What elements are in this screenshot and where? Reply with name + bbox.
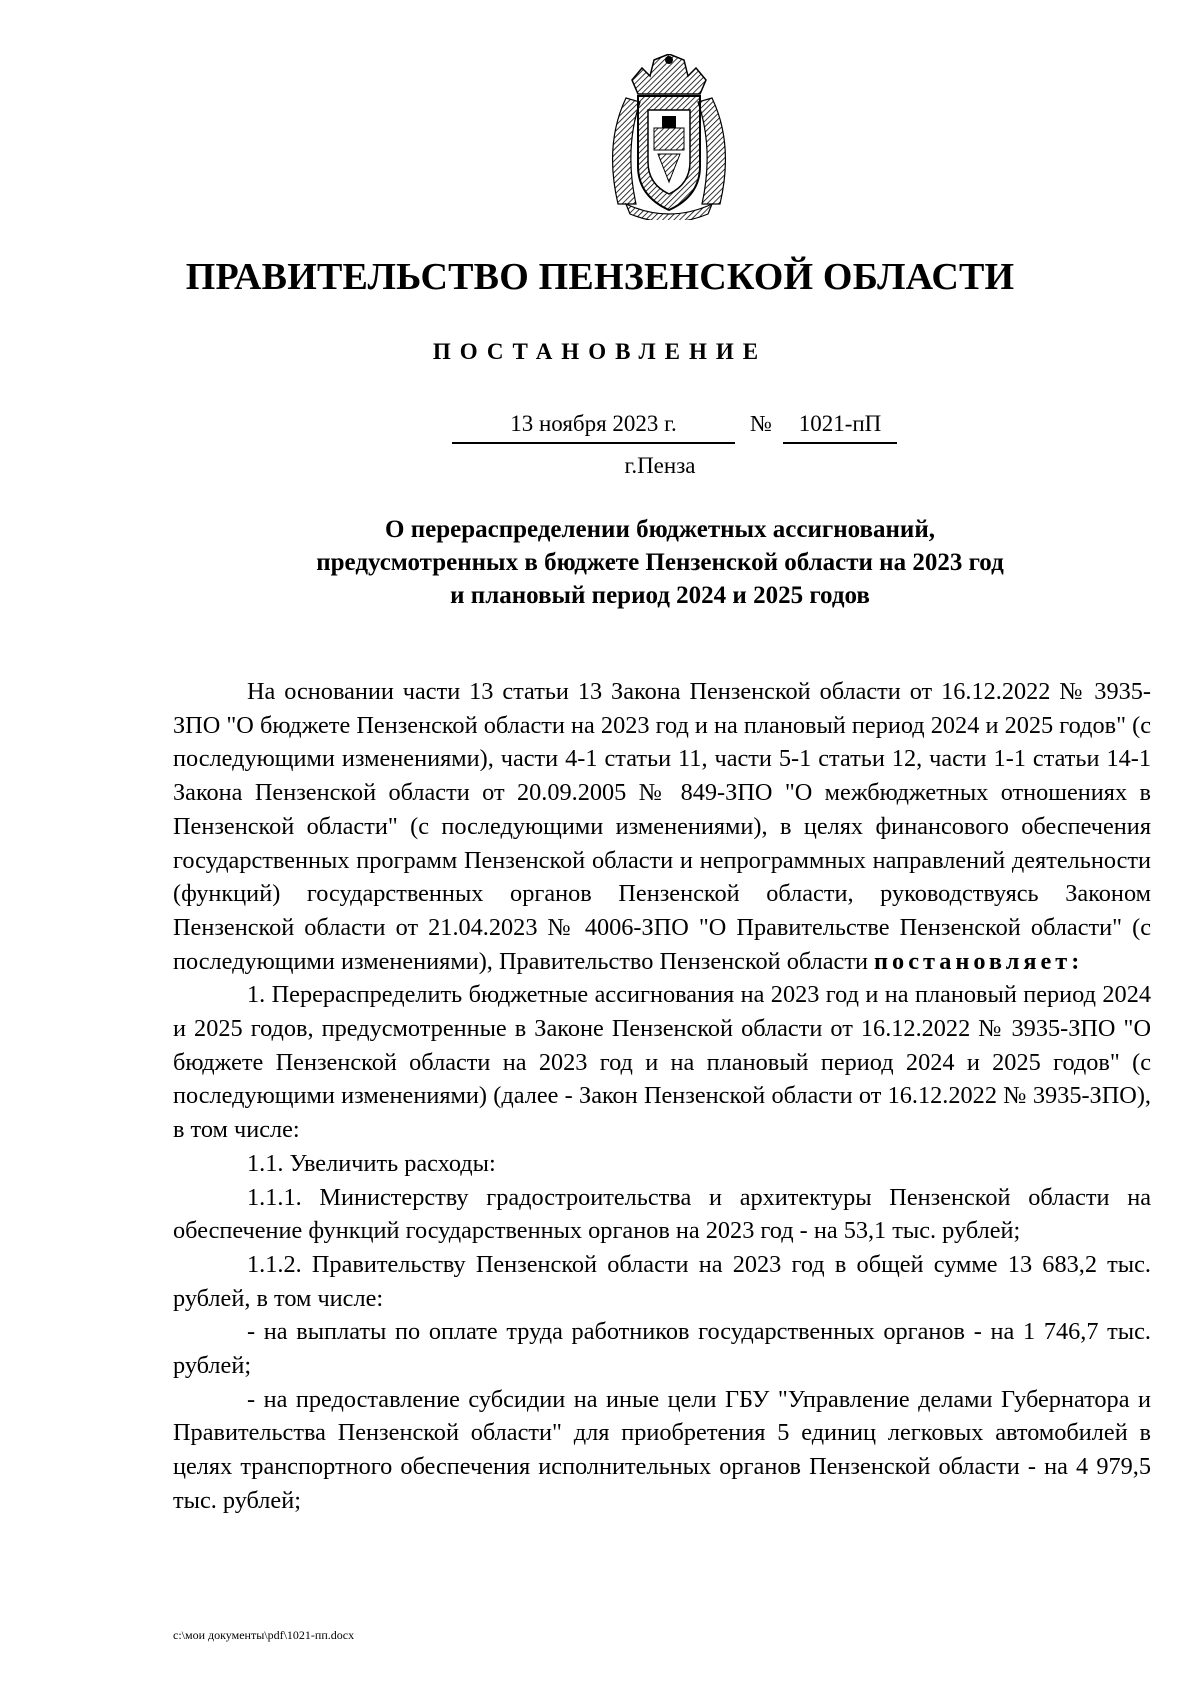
document-date: 13 ноября 2023 г. xyxy=(452,410,735,444)
preamble-text: На основании части 13 статьи 13 Закона Пензенской области от 16.12.2022 № 3935-ЗПО "О бюджете Пензенской области на 2023 год и на плановый период 2024 и 2025 годов" (с последующими изменениями), части 4-1 статьи 11, части 5-1 статьи 12, части 1-1 статьи 14-1 Закона Пензенской области от 20.09.2005 № 849-ЗПО "О межбюджетных отношениях в Пензенской области" (с последующими изменениями), в целях финансового обеспечения государственных программ Пензенской области и непрограммных направлений деятельности (функций) государственных органов Пензенской области, руководствуясь Законом Пензенской области от 21.04.2023 № 4006-ЗПО "О Правительстве Пензенской области" (с последующими изменениями), Правительство Пензенской области xyxy=(173,678,1151,975)
file-path-footer: c:\мои документы\pdf\1021-пп.docx xyxy=(173,1628,355,1642)
document-type: ПОСТАНОВЛЕНИЕ xyxy=(432,339,768,364)
subject-line: и плановый период 2024 и 2025 годов xyxy=(450,582,870,609)
subject-line: О перераспределении бюджетных ассигнований, xyxy=(385,516,935,543)
paragraph-dash-1: - на выплаты по оплате труда работников государственных органов - на 1 746,7 тыс. рублей; xyxy=(173,1318,1151,1380)
government-title: ПРАВИТЕЛЬСТВО ПЕНЗЕНСКОЙ ОБЛАСТИ xyxy=(185,256,1015,298)
subject-line: предусмотренных в бюджете Пензенской области на 2023 год xyxy=(316,549,1004,576)
paragraph-item-1-1-2: 1.1.2. Правительству Пензенской области на 2023 год в общей сумме 13 683,2 тыс. рублей, в том числе: xyxy=(173,1250,1151,1312)
number-sign: № xyxy=(750,411,772,436)
decree-word: постановляет: xyxy=(874,947,1084,975)
paragraph-item-1-1-1: 1.1.1. Министерству градостроительства и архитектуры Пензенской области на обеспечение функций государственных органов на 2023 год - на 53,1 тыс. рублей; xyxy=(173,1183,1151,1245)
document-body xyxy=(173,675,1151,1518)
paragraph-preamble xyxy=(173,675,1151,978)
document-number: 1021-пП xyxy=(783,410,897,444)
document-subject xyxy=(200,513,1120,612)
document-city: г.Пенза xyxy=(624,453,696,478)
coat-of-arms-emblem xyxy=(596,54,742,220)
paragraph-item-1: 1. Перераспределить бюджетные ассигнования на 2023 год и на плановый период 2024 и 2025 годов, предусмотренные в Законе Пензенской области от 16.12.2022 № 3935-ЗПО "О бюджете Пензенской области на 2023 год и на плановый период 2024 и 2025 годов" (с последующими изменениями) (далее - Закон Пензенской области от 16.12.2022 № 3935-ЗПО), в том числе: xyxy=(173,981,1151,1144)
paragraph-dash-2: - на предоставление субсидии на иные цели ГБУ "Управление делами Губернатора и Правительства Пензенской области" для приобретения 5 единиц легковых автомобилей в целях транспортного обеспечения исполнительных органов Пензенской области - на 4 979,5 тыс. рублей; xyxy=(173,1385,1151,1514)
paragraph-item-1-1: 1.1. Увеличить расходы: xyxy=(247,1149,496,1177)
